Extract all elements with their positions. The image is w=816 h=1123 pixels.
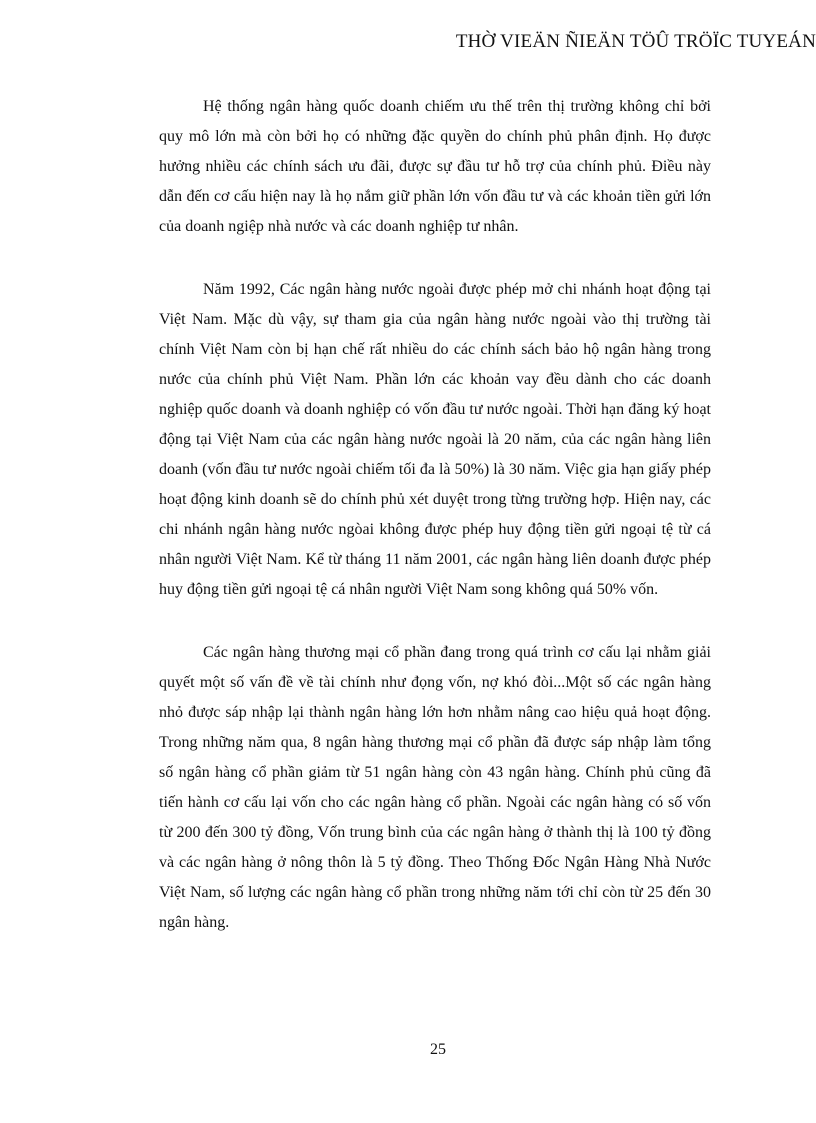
paragraph-foreign-banks: Năm 1992, Các ngân hàng nước ngoài được phép mở chi nhánh hoạt động tại Việt Nam. Mặc dù vậy, sự tham gia của ngân hàng nước ngoài vào thị trường tài chính Việt Nam còn bị hạn chế rất nhiều do các chính sách bảo hộ ngân hàng trong nước của chính phủ Việt Nam. Phần lớn các khoản vay đều dành cho các doanh nghiệp quốc doanh và doanh nghiệp có vốn đầu tư nước ngoài. Thời hạn đăng ký hoạt động tại Việt Nam của các ngân hàng nước ngoài là 20 năm, của các ngân hàng liên doanh (vốn đầu tư nước ngoài chiếm tối đa là 50%) là 30 năm. Việc gia hạn giấy phép hoạt động kinh doanh sẽ do chính phủ xét duyệt trong từng trường hợp. Hiện nay, các chi nhánh ngân hàng nước ngòai không được phép huy động tiền gửi ngoại tệ từ cá nhân người Việt Nam. Kể từ tháng 11 năm 2001, các ngân hàng liên doanh được phép huy động tiền gửi ngoại tệ cá nhân người Việt Nam song không quá 50% vốn. xyxy=(159,281,711,598)
paragraph-joint-stock-banks: Các ngân hàng thương mại cổ phần đang trong quá trình cơ cấu lại nhằm giải quyết một số vấn đề về tài chính như đọng vốn, nợ khó đòi...Một số các ngân hàng nhỏ được sáp nhập lại thành ngân hàng lớn hơn nhằm nâng cao hiệu quả hoạt động. Trong những năm qua, 8 ngân hàng thương mại cổ phần đã được sáp nhập làm tổng số ngân hàng cổ phần giảm từ 51 ngân hàng còn 43 ngân hàng. Chính phủ cũng đã tiến hành cơ cấu lại vốn cho các ngân hàng cổ phần. Ngoài các ngân hàng có số vốn từ 200 đến 300 tỷ đồng, Vốn trung bình của các ngân hàng ở thành thị là 100 tỷ đồng và các ngân hàng ở nông thôn là 5 tỷ đồng. Theo Thống Đốc Ngân Hàng Nhà Nước Việt Nam, số lượng các ngân hàng cổ phần trong những năm tới chỉ còn từ 25 đến 30 ngân hàng. xyxy=(159,644,711,931)
page-number: 25 xyxy=(430,1041,446,1058)
page-header-title: THỜ VIEÄN ÑIEÄN TÖÛ TRÖÏC TUYEÁN xyxy=(455,31,816,52)
paragraph-state-banks: Hệ thống ngân hàng quốc doanh chiếm ưu thế trên thị trường không chỉ bởi quy mô lớn mà còn bởi họ có những đặc quyền do chính phủ phân định. Họ được hưởng nhiều các chính sách ưu đãi, được sự đầu tư hỗ trợ của chính phủ. Điều này dẫn đến cơ cấu hiện nay là họ nắm giữ phần lớn vốn đầu tư và các khoản tiền gửi lớn của doanh ngiệp nhà nước và các doanh nghiệp tư nhân. xyxy=(159,98,711,235)
document-body xyxy=(159,92,711,938)
